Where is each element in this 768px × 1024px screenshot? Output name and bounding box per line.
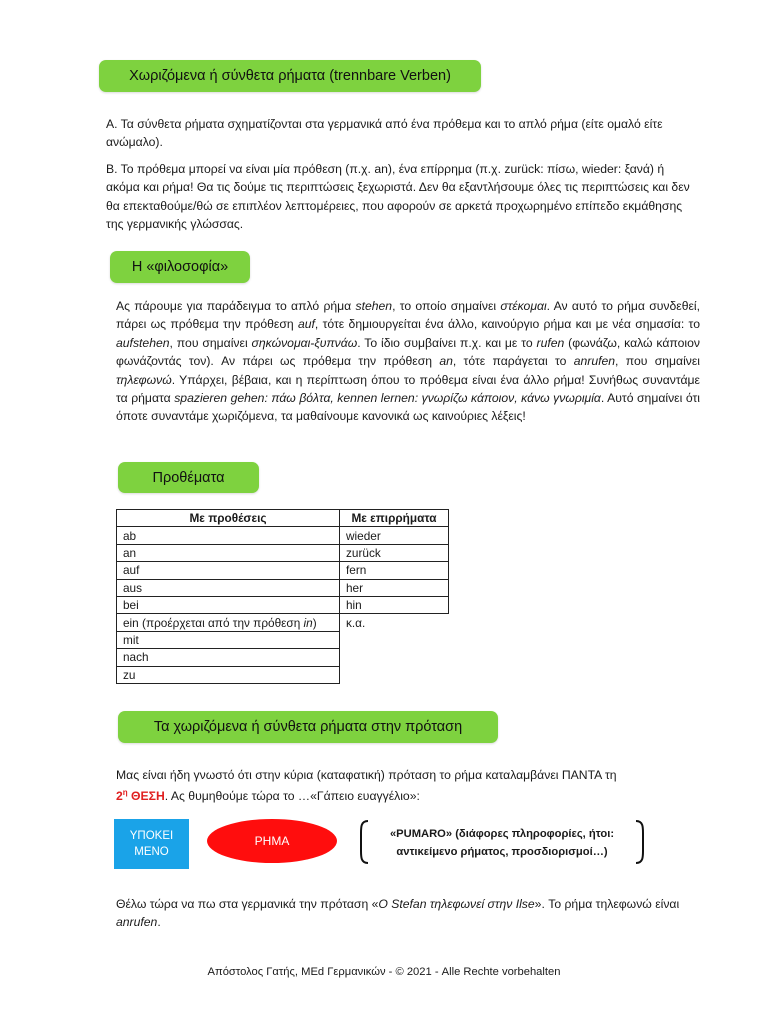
intro-paragraph-b bbox=[106, 160, 700, 234]
table-row bbox=[117, 666, 449, 683]
table-cell: κ.α. bbox=[346, 615, 366, 630]
table-cell: bei bbox=[117, 596, 340, 613]
table-cell: aus bbox=[117, 579, 340, 596]
table-cell: auf bbox=[117, 562, 340, 579]
philosophy-paragraph: Ας πάρουμε για παράδειγμα το απλό ρήμα stehen, το οποίο σημαίνει στέκομαι. Αν αυτό το ρήμα συνδεθεί, πάρει ως πρόθεμα την πρόθεση auf, τότε δημιουργείται ένα άλλο, καινούργιο ρήμα και με νέα σημασία: το aufstehen, που σημαίνει σηκώνομαι-ξυπνάω. Το ίδιο συμβαίνει π.χ. και με το rufen (φωνάζω, καλώ κάποιον φωνάζοντάς τον). Αν πάρει ως πρόθεμα την πρόθεση an, τότε παράγεται το anrufen, που σημαίνει τηλεφωνώ. Υπάρχει, βέβαια, και η περίπτωση όπου το πρόθεμα είναι ένα άλλο ρήμα! Συνήθως συναντάμε τα ρήματα spazieren gehen: πάω βόλτα, kennen lernen: γνωρίζω κάποιον, κάνω γνωριμία. Αυτό σημαίνει ότι όποτε συναντάμε χωριζόμενα, τα μαθαίνουμε κανονικά ως καινούριες λέξεις! bbox=[116, 299, 701, 424]
table-row bbox=[117, 527, 449, 544]
table-cell: her bbox=[340, 579, 449, 596]
section-heading-philosophy bbox=[110, 251, 250, 283]
table-row bbox=[117, 596, 449, 613]
prefix-table bbox=[116, 509, 449, 684]
table-row bbox=[117, 562, 449, 579]
heading-text: Χωριζόμενα ή σύνθετα ρήματα (trennbare Verben) bbox=[129, 68, 451, 84]
second-position-label: $2^\eta$ ΘΕΣΗ bbox=[116, 788, 165, 804]
rest-text: «PUMARO» (διάφορες πληροφορίες, ήτοι: αντικείμενο ρήματος, προσδιορισμοί…) bbox=[389, 828, 615, 858]
table-cell: zurück bbox=[340, 544, 449, 561]
table-cell: wieder bbox=[340, 527, 449, 544]
table-header-prepositions: Με προθέσεις bbox=[117, 510, 340, 527]
table-row bbox=[117, 631, 449, 648]
table-cell: ein (προέρχεται από την πρόθεση in) bbox=[117, 614, 340, 631]
page-footer: Απόστολος Γατής, MEd Γερμανικών - © 2021 - Alle Rechte vorbehalten bbox=[207, 966, 561, 978]
intro-b-text: Β. Το πρόθεμα μπορεί να είναι μία πρόθεση (π.χ. an), ένα επίρρημα (π.χ. zurück: πίσω, wieder: ξανά) ή ακόμα και ρήμα! Θα τις δούμε τις περιπτώσεις ξεχωριστά. Δεν θα εξαντλήσουμε όλες τις περιπτώσεις και δεν θα επεκταθούμε/θώ σε επιπλέον λεπτομέρειες, που αφορούν σε αρκετά προχωρημένο επίπεδο εκμάθησης της γερμανικής γλώσσας. bbox=[106, 162, 690, 232]
sentence-paragraph: Μας είναι ήδη γνωστό ότι στην κύρια (καταφατική) πρόταση το ρήμα καταλαμβάνει ΠΑΝΤΑ τη $2^\eta$ ΘΕΣΗ. Ας θυμηθούμε τώρα το …«Γάπειο ευαγγέλιο»: bbox=[116, 768, 617, 804]
section-heading-sentence bbox=[118, 711, 498, 743]
heading-text: Τα χωριζόμενα ή σύνθετα ρήματα στην πρόταση bbox=[153, 719, 463, 735]
table-cell: nach bbox=[117, 649, 340, 666]
table-cell: hin bbox=[340, 596, 449, 613]
table-row bbox=[117, 614, 449, 631]
closing-paragraph: Θέλω τώρα να πω στα γερμανικά την πρόταση «Ο Stefan τηλεφωνεί στην Ilse». Το ρήμα τηλεφωνώ είναι anrufen. bbox=[116, 897, 680, 930]
intro-a-text: Α. Τα σύνθετα ρήματα σχηματίζονται στα γερμανικά από ένα πρόθεμα και το απλό ρήμα (είτε ομαλό είτε ανώμαλο). bbox=[106, 117, 663, 150]
heading-text: Η «φιλοσοφία» bbox=[131, 259, 229, 275]
heading-text: Προθέματα bbox=[152, 469, 225, 486]
table-cell: ab bbox=[117, 527, 340, 544]
table-cell: mit bbox=[117, 631, 340, 648]
section-heading-prefixes bbox=[118, 462, 259, 493]
intro-paragraph-a bbox=[106, 115, 700, 152]
table-row bbox=[117, 579, 449, 596]
subject-box bbox=[114, 819, 189, 869]
verb-label: ΡΗΜΑ bbox=[254, 834, 290, 848]
table-cell: zu bbox=[117, 666, 340, 683]
section-heading-separable-verbs bbox=[99, 60, 481, 92]
table-cell: fern bbox=[340, 562, 449, 579]
table-cell: an bbox=[117, 544, 340, 561]
table-header-row bbox=[117, 510, 449, 527]
rest-bracket-box bbox=[358, 819, 646, 865]
verb-ellipse bbox=[207, 819, 337, 863]
table-header-adverbs: Με επιρρήματα bbox=[340, 510, 449, 527]
table-row bbox=[117, 544, 449, 561]
subject-label: ΥΠΟΚΕΙ ΜΕΝΟ bbox=[129, 830, 174, 858]
table-row bbox=[117, 649, 449, 666]
